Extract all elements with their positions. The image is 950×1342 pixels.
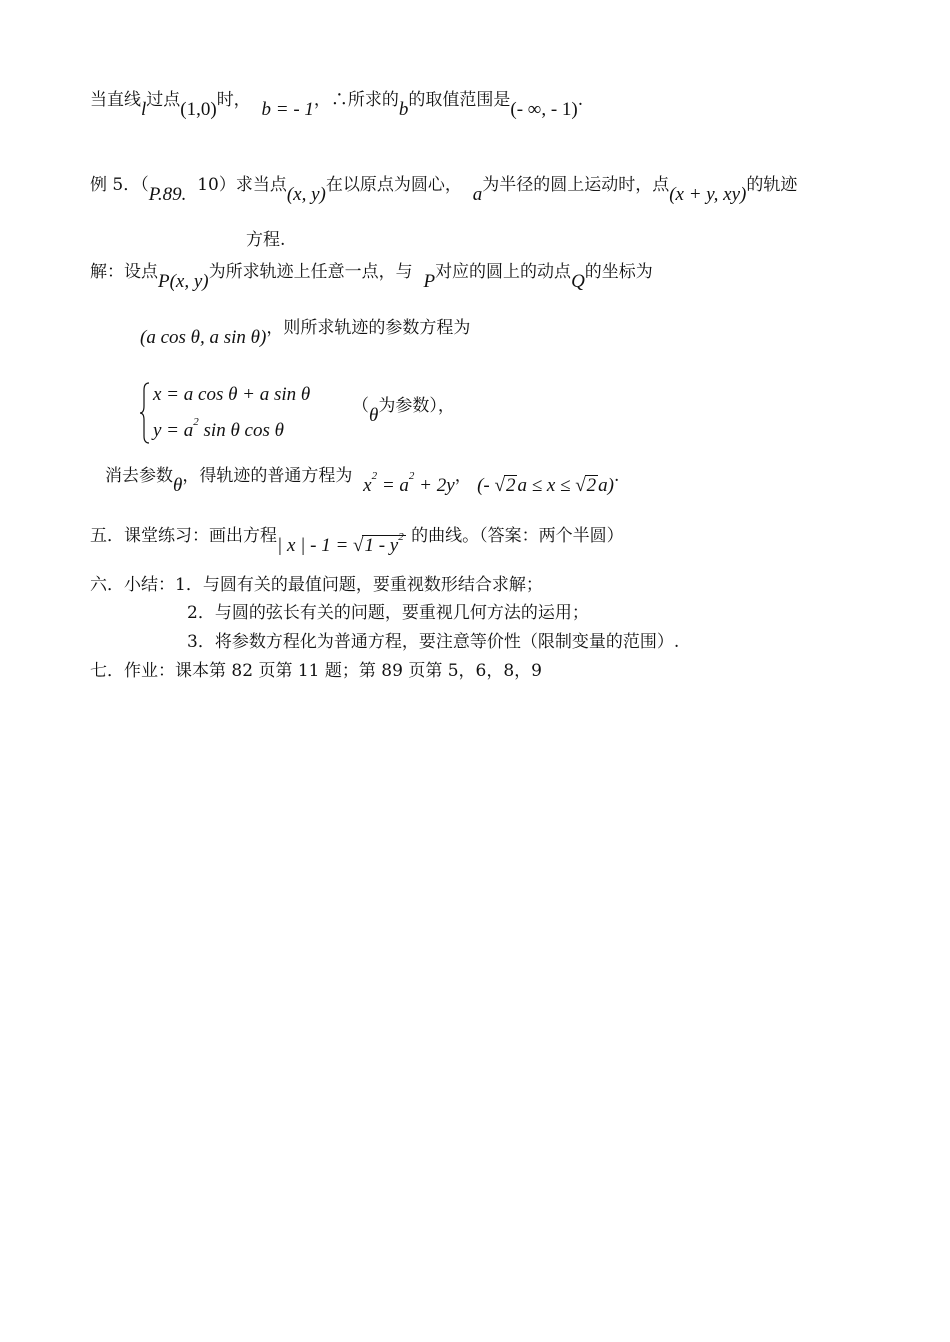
text: .: [577, 90, 584, 110]
example-5-cont: 方程.: [246, 230, 286, 250]
b-equation: b = - 1: [261, 99, 314, 120]
equation-y: $y = a^2$ sin θ cos θ: [153, 416, 284, 441]
summary-item: 3．将参数方程化为普通方程，要注意等价性（限制变量的范围）.: [187, 632, 680, 652]
equation-x: x = a cos θ + a sin θ: [153, 384, 311, 405]
solution-line-2: [140, 318, 471, 348]
var-P: P: [423, 271, 436, 292]
reference-num: 10: [197, 175, 219, 195]
text: 为所求轨迹上任意一点，与: [208, 262, 413, 282]
normal-equation: $x^2 = a^2 + 2y$: [363, 470, 455, 496]
solution-label: 解：设点: [90, 262, 158, 282]
text: ，则所求轨迹的参数方程为: [266, 318, 471, 338]
point-1-0: (1,0): [180, 99, 217, 120]
text: 时，: [216, 90, 251, 110]
summary-item: 2．与圆的弦长有关的问题，要重视几何方法的运用；: [187, 603, 589, 623]
range: (- ∞, - 1): [510, 99, 578, 120]
var-l: l: [141, 99, 147, 120]
summary-label: 六．小结：: [90, 575, 175, 595]
brace-icon: [140, 382, 150, 444]
range-condition: (- √2 a ≤ x ≤ √2 a): [477, 475, 614, 496]
text: 为半径的圆上运动时，点: [482, 175, 670, 195]
text: ）求当点: [218, 175, 287, 195]
text: 过点: [146, 90, 181, 110]
example-5: [90, 175, 798, 205]
practice-line: 五．课堂练习：画出方程| x | - $1 = √1 - y^2$ 的曲线。（答案：两个半圆）: [90, 526, 624, 556]
text: 对应的圆上的动点: [435, 262, 572, 282]
text: 的坐标为: [584, 262, 653, 282]
var-b: b: [398, 99, 409, 120]
point-xy: (x, y): [286, 184, 326, 205]
text: 的轨迹: [746, 175, 798, 195]
text: 在以原点为圆心，: [325, 175, 462, 195]
var-Q: Q: [571, 271, 585, 292]
point-P: P(x, y): [158, 271, 209, 292]
theta: θ: [369, 405, 379, 426]
elimination-line: 消去参数θ，得轨迹的普通方程为 $x^2 = a^2 + 2y$， (- √2 a ≤ x ≤ √2 a).: [105, 466, 620, 496]
var-a: a: [472, 184, 483, 205]
param-note: （θ为参数），: [352, 396, 455, 426]
line-1: [90, 90, 584, 120]
practice-equation: | x | - $1 = √1 - y^2$: [277, 531, 404, 556]
homework-line: 七．作业：课本第 82 页第 11 题；第 89 页第 5，6，8，9: [90, 661, 542, 681]
summary-line-1: [90, 577, 543, 594]
summary-item: 1．与圆有关的最值问题，要重视数形结合求解；: [175, 575, 543, 595]
solution-line-1: [90, 262, 653, 292]
circle-coords: (a cos θ, a sin θ): [140, 327, 267, 348]
text: ，∴所求的: [313, 90, 399, 110]
theta: θ: [173, 475, 183, 496]
example-label: 例 5．（: [90, 175, 149, 195]
text: 当直线: [90, 90, 141, 110]
reference: P.89.: [148, 184, 187, 205]
point-sum-product: (x + y, xy): [669, 184, 747, 205]
text: 的取值范围是: [408, 90, 511, 110]
